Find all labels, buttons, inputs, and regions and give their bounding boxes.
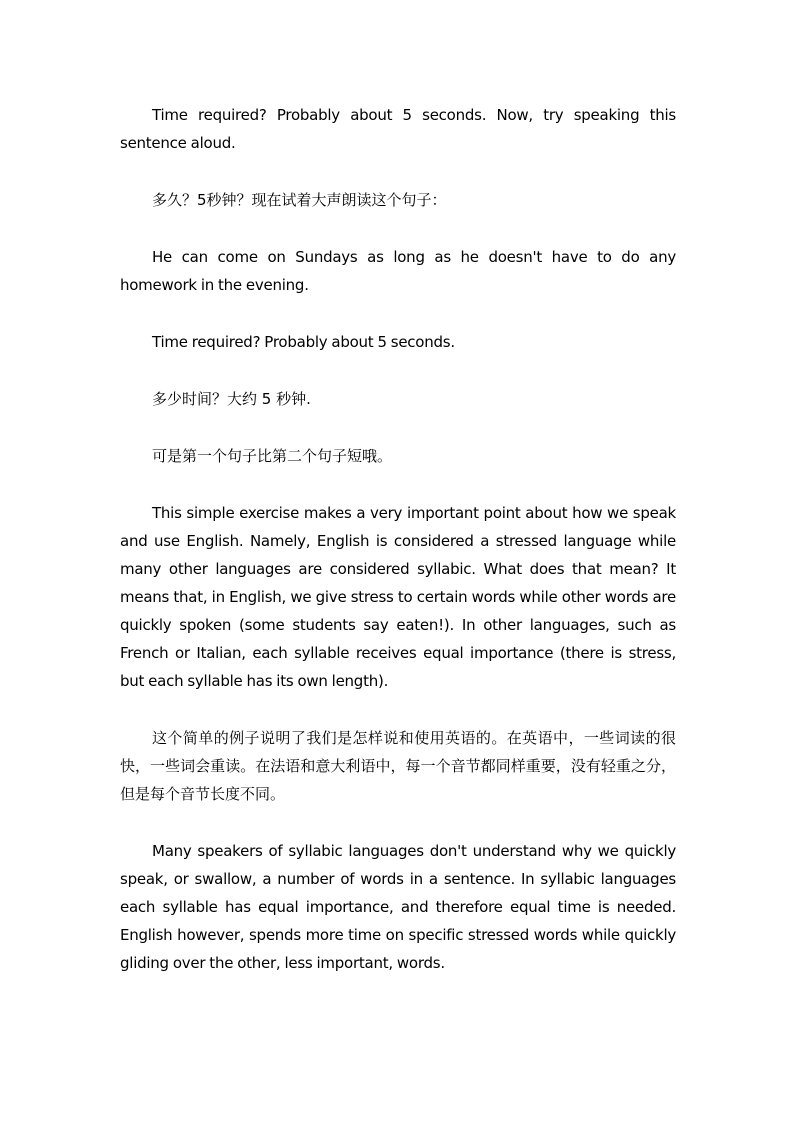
- paragraph-time-required-1: Time required? Probably about 5 seconds. Now, try speaking this sentence aloud.: [120, 106, 676, 152]
- paragraph-zh-how-much-time: 多少时间？大约 5 秒钟.: [152, 390, 311, 408]
- paragraph-exercise-explanation: This simple exercise makes a very important point about how we speak and use English. Namely, English is considered a stressed language while many other languages are considered syllabic. What does that mean? It means that, in English, we give stress to certain words while other words are quickly spoken (some students say eaten!). In other languages, such as French or Italian, each syllable receives equal importance (there is stress, but each syllable has its own length).: [120, 504, 676, 690]
- paragraph-zh-explanation: 这个简单的例子说明了我们是怎样说和使用英语的。在英语中，一些词读的很快，一些词会重读。在法语和意大利语中，每一个音节都同样重要，没有轻重之分，但是每个音节长度不同。: [120, 729, 676, 803]
- paragraph-syllabic-speakers: Many speakers of syllabic languages don't understand why we quickly speak, or swallow, a number of words in a sentence. In syllabic languages each syllable has equal importance, and therefore equal time is needed. English however, spends more time on specific stressed words while quickly gliding over the other, less important, words.: [120, 842, 676, 972]
- paragraph-time-required-2: Time required? Probably about 5 seconds.: [152, 333, 455, 351]
- document-body: [120, 101, 676, 1006]
- paragraph-zh-shorter: 可是第一个句子比第二个句子短哦。: [152, 447, 393, 465]
- paragraph-example-sentence: He can come on Sundays as long as he doesn't have to do any homework in the evening.: [120, 248, 676, 294]
- paragraph-zh-how-long: 多久？5秒钟？现在试着大声朗读这个句子：: [152, 191, 447, 209]
